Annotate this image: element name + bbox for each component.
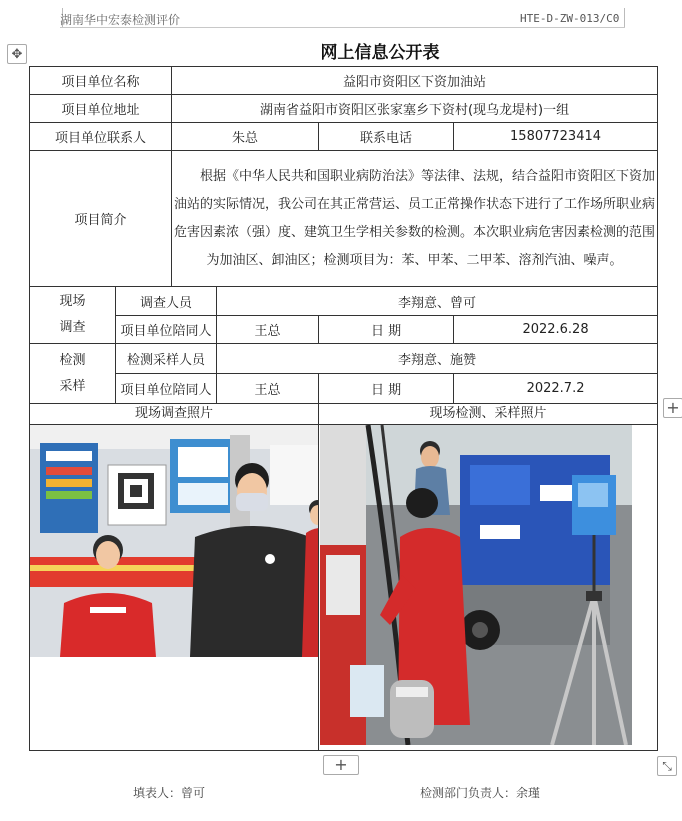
plus-icon: +	[334, 755, 348, 774]
survey-label-line2: 调查	[59, 320, 86, 335]
sampling-label-line2: 采样	[59, 378, 86, 394]
sampling-section-label	[30, 344, 116, 404]
sampling-photo[interactable]	[320, 425, 632, 745]
contact-value[interactable]: 朱总	[172, 123, 319, 151]
resize-icon: ⤡	[662, 759, 672, 773]
phone-value[interactable]: 15807723414	[454, 123, 658, 151]
survey-date-value[interactable]: 2022.6.28	[454, 316, 658, 344]
sampling-label-line1: 检测	[59, 352, 86, 368]
sampling-staff-value[interactable]: 李翔意、施赞	[217, 344, 658, 374]
phone-label: 联系电话	[319, 123, 454, 151]
survey-staff-label: 调查人员	[116, 287, 217, 316]
footer-head: 检测部门负责人：余瑾	[420, 786, 541, 800]
move-icon: ✥	[11, 47, 23, 62]
survey-label-line1: 现场	[59, 294, 86, 309]
add-row-button[interactable]	[323, 755, 359, 775]
survey-escort-value[interactable]: 王总	[217, 316, 319, 344]
add-column-button[interactable]	[663, 398, 682, 418]
unit-name-value[interactable]: 益阳市资阳区下资加油站	[172, 67, 658, 95]
sampling-photo-cell	[319, 404, 658, 751]
page-title: 网上信息公开表	[320, 43, 440, 63]
header-doc-code: HTE-D-ZW-013/C0	[520, 12, 620, 25]
survey-staff-value[interactable]: 李翔意、曾可	[217, 287, 658, 316]
header-right-tick	[624, 8, 625, 27]
contact-label: 项目单位联系人	[30, 123, 172, 151]
intro-label: 项目简介	[30, 151, 172, 287]
unit-address-label: 项目单位地址	[30, 95, 172, 123]
table-resize-handle[interactable]	[657, 756, 677, 776]
info-table	[29, 66, 658, 751]
survey-photo[interactable]	[30, 425, 319, 657]
sampling-date-label: 日 期	[319, 374, 454, 404]
survey-photo-title: 现场调查照片	[30, 404, 318, 425]
unit-name-label: 项目单位名称	[30, 67, 172, 95]
survey-section-label	[30, 287, 116, 344]
footer-filler: 填表人：曾可	[133, 786, 206, 800]
survey-escort-label: 项目单位陪同人	[116, 316, 217, 344]
sampling-escort-value[interactable]: 王总	[217, 374, 319, 404]
sampling-staff-label: 检测采样人员	[116, 344, 217, 374]
header-company: 湖南华中宏泰检测评价	[60, 13, 181, 27]
sampling-escort-label: 项目单位陪同人	[116, 374, 217, 404]
survey-photo-cell	[30, 404, 319, 751]
intro-text[interactable]: 根据《中华人民共和国职业病防治法》等法律、法规，结合益阳市资阳区下资加油站的实际情况，我公司在其正常营运、员工正常操作状态下进行了工作场所职业病危害因素浓（强）度、建筑卫生学相关参数的检测。本次职业病危害因素检测的范围为加油区、卸油区；检测项目为：苯、甲苯、二甲苯、溶剂汽油、噪声。	[172, 151, 658, 287]
sampling-photo-title: 现场检测、采样照片	[319, 404, 657, 425]
unit-address-value[interactable]: 湖南省益阳市资阳区张家塞乡下资村(现乌龙堤村)一组	[172, 95, 658, 123]
plus-icon: +	[666, 398, 680, 417]
sampling-date-value[interactable]: 2022.7.2	[454, 374, 658, 404]
header-rule	[60, 27, 625, 28]
survey-date-label: 日 期	[319, 316, 454, 344]
